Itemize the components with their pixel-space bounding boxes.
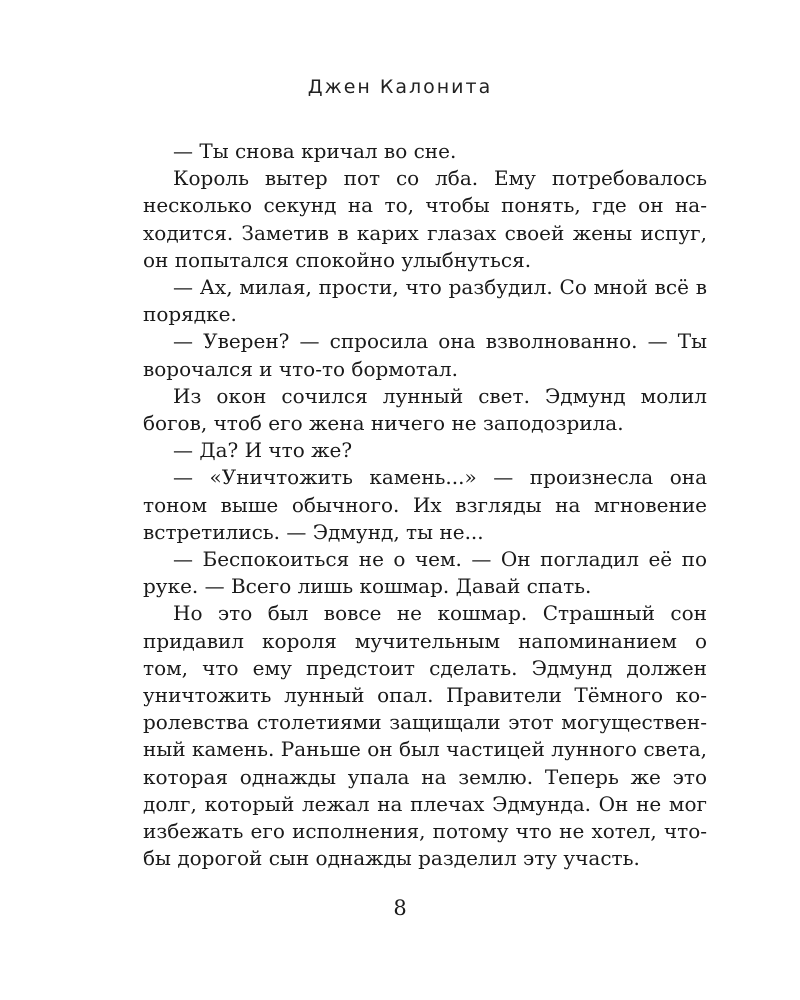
- running-header-author: Джен Калонита: [307, 76, 493, 98]
- paragraph: Но это был вовсе не кошмар. Страшный сон придавил короля мучительным напоминанием о том, что ему предстоит сделать. Эдмунд должен уничтожить лунный опал. Правители Тёмного королевства столетиями защищали этот могущественный камень. Раньше он был частицей лунного света, которая однажды упала на землю. Теперь же это долг, который лежал на плечах Эдмунда. Он не мог избежать его исполнения, потому что не хотел, чтобы дорогой сын однажды разделил эту участь.: [143, 601, 707, 871]
- paragraph: Король вытер пот со лба. Ему потребовалось несколько секунд на то, чтобы понять, где он находится. Заметив в карих глазах своей жены испуг, он попытался спокойно улыбнуться.: [143, 166, 707, 272]
- paragraph: — Уверен? — спросила она взволнованно. — Ты ворочался и что-то бормотал.: [143, 329, 707, 381]
- paragraph: — Ах, милая, прости, что разбудил. Со мной всё в порядке.: [143, 275, 707, 327]
- paragraph: Из окон сочился лунный свет. Эдмунд молил богов, чтоб его жена ничего не заподозрила.: [143, 383, 707, 436]
- paragraph: — Да? И что же?: [173, 438, 353, 463]
- page-number: 8: [393, 896, 407, 920]
- body-text: [143, 138, 707, 872]
- paragraph: — Беспокоиться не о чем. — Он погладил её по руке. — Всего лишь кошмар. Давай спать.: [143, 547, 707, 599]
- paragraph: — Ты снова кричал во сне.: [173, 139, 457, 163]
- paragraph: — «Уничтожить камень...» — произнесла она тоном выше обычного. Их взгляды на мгновение встретились. — Эдмунд, ты не...: [143, 465, 707, 544]
